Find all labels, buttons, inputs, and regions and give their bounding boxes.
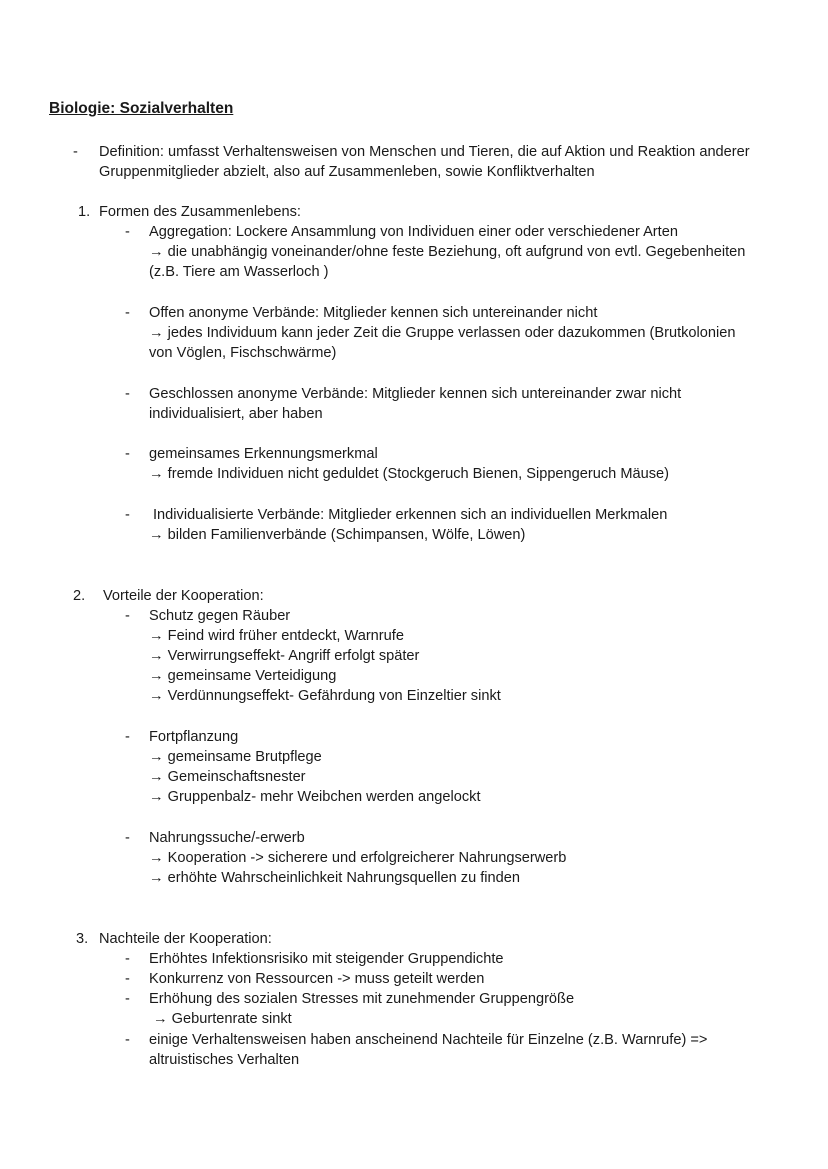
list-item: → Verwirrungseffekt- Angriff erfolgt später [149,648,420,664]
section-heading: Vorteile der Kooperation: [103,588,264,604]
list-item: → jedes Individuum kann jeder Zeit die Gruppe verlassen oder dazukommen (Brutkolonien [149,325,736,341]
definition-text: Definition: umfasst Verhaltensweisen von Menschen und Tieren, die auf Aktion und Reaktion anderer [99,144,750,160]
bullet: - [125,224,130,240]
bullet: - [125,305,130,321]
list-item: → fremde Individuen nicht geduldet (Stockgeruch Bienen, Sippengeruch Mäuse) [149,466,670,482]
list-item: → Gemeinschaftsnester [149,769,306,785]
list-item: Nahrungssuche/-erwerb [149,830,305,846]
bullet: - [125,991,130,1007]
bullet: - [125,951,130,967]
bullet: - [125,1032,130,1048]
page-title: Biologie: Sozialverhalten [49,100,234,117]
section-heading: Nachteile der Kooperation: [99,931,272,947]
bullet: - [125,971,130,987]
list-item: → erhöhte Wahrscheinlichkeit Nahrungsquellen zu finden [149,870,521,886]
bullet: - [125,608,130,624]
list-item: Aggregation: Lockere Ansammlung von Individuen einer oder verschiedener Arten [149,224,678,240]
bullet: - [125,386,130,402]
list-item: individualisiert, aber haben [149,406,323,422]
list-item: Konkurrenz von Ressourcen -> muss geteilt werden [149,971,485,987]
list-item: → Verdünnungseffekt- Gefährdung von Einzeltier sinkt [149,688,501,704]
section-number: 1. [78,204,91,220]
list-item: → Feind wird früher entdeckt, Warnrufe [149,628,404,644]
section-heading: Formen des Zusammenlebens: [99,204,301,220]
list-item: → gemeinsame Brutpflege [149,749,322,765]
bullet: - [125,830,130,846]
definition-text: Gruppenmitglieder abzielt, also auf Zusammenleben, sowie Konfliktverhalten [99,164,595,180]
list-item: → Kooperation -> sicherere und erfolgreicherer Nahrungserwerb [149,850,567,866]
bullet: - [125,507,130,523]
list-item: → die unabhängig voneinander/ohne feste Beziehung, oft aufgrund von evtl. Gegebenheiten [149,244,746,260]
section-number: 3. [76,931,89,947]
list-item: gemeinsames Erkennungsmerkmal [149,446,378,462]
list-item: (z.B. Tiere am Wasserloch ) [149,264,329,280]
list-item: → gemeinsame Verteidigung [149,668,337,684]
list-item: einige Verhaltensweisen haben anscheinend Nachteile für Einzelne (z.B. Warnrufe) => [149,1032,708,1048]
list-item: Geschlossen anonyme Verbände: Mitglieder kennen sich untereinander zwar nicht [149,386,682,402]
bullet: - [73,144,78,160]
list-item: → Gruppenbalz- mehr Weibchen werden angelockt [149,789,481,805]
list-item: Erhöhtes Infektionsrisiko mit steigender Gruppendichte [149,951,504,967]
list-item: → Geburtenrate sinkt [153,1011,292,1027]
list-item: Fortpflanzung [149,729,239,745]
list-item: Erhöhung des sozialen Stresses mit zunehmender Gruppengröße [149,991,575,1007]
list-item: → bilden Familienverbände (Schimpansen, Wölfe, Löwen) [149,527,526,543]
bullet: - [125,729,130,745]
list-item: Schutz gegen Räuber [149,608,291,624]
list-item: von Vöglen, Fischschwärme) [149,345,337,361]
section-number: 2. [73,588,86,604]
list-item: altruistisches Verhalten [149,1052,300,1068]
bullet: - [125,446,130,462]
list-item: Offen anonyme Verbände: Mitglieder kennen sich untereinander nicht [149,305,598,321]
list-item: Individualisierte Verbände: Mitglieder erkennen sich an individuellen Merkmalen [153,507,668,523]
